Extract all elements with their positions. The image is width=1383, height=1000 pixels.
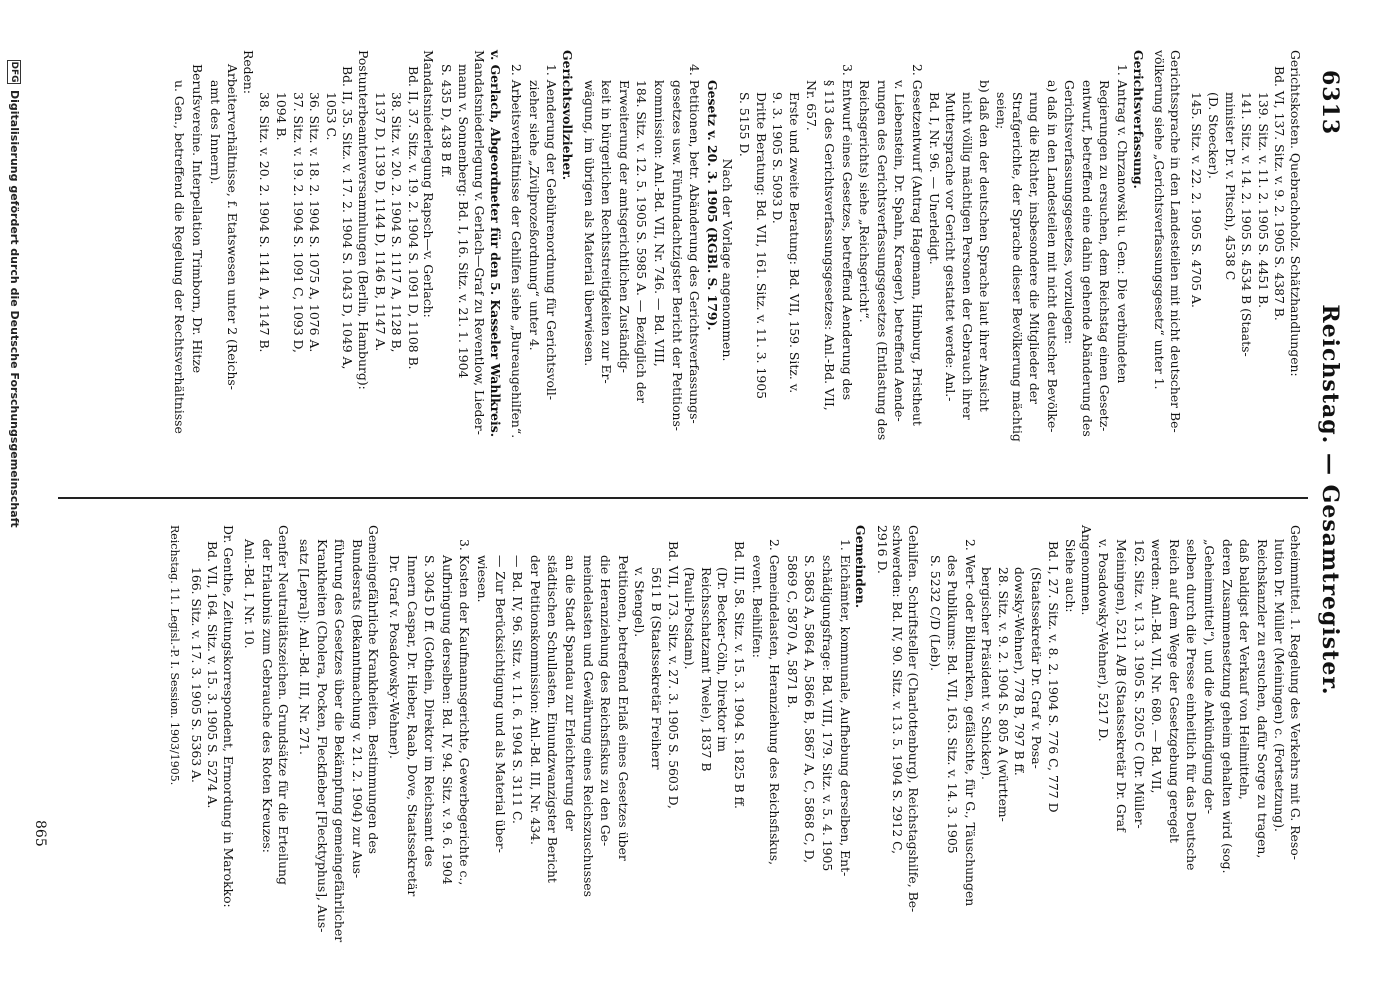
text-line: Bd. I, Nr. 96. — Unerledigt. (926, 92, 942, 265)
credit-text: Digitalisierung gefördert durch die Deutsche Forschungsgemeinschaft (8, 90, 21, 528)
text-line: rung die Richter, insbesondere die Mitglieder der (1027, 92, 1043, 405)
text-line: Genfer Neutralitätszeichen. Grundsätze für die Erteilung (275, 525, 291, 885)
text-line: gesetzes usw. Fünfundachtzigster Bericht der Petitions- (669, 80, 685, 431)
text-line: Gerichtskosten. Quebrachoholz. Schätzhandlungen: (1288, 50, 1303, 377)
entry-genfer-neutralitaetszeichen (242, 525, 291, 945)
entry-gerichtsverfassung (581, 50, 1146, 470)
entry-gerichtskosten (1189, 50, 1303, 470)
text-line: 2916 D. (874, 525, 890, 574)
text-line: Bd. III, 58. Sitz. v. 15. 3. 1904 S. 1825 B ff. (732, 541, 747, 809)
text-line: 145. Sitz. v. 22. 2. 1905 S. 4705 A. (1189, 92, 1205, 308)
column-divider (58, 497, 1308, 499)
footer-page-number: 865 (32, 820, 48, 847)
text-line: Mandatsniederlegung Rapsch—v. Gerlach: (421, 50, 437, 318)
text-line: minister Dr. v. Pitsch), 4538 C (1222, 92, 1238, 281)
text-line: dowsky-Wehner), 778 B, 797 B ff. (1012, 567, 1028, 776)
text-line: 1. Aenderung der Gebührenordnung für Gerichtsvoll- (544, 64, 560, 401)
entry-gemeingefaehrliche-krankheiten (297, 525, 381, 945)
text-line: 1137 D, 1139 D, 1144 D, 1146 B, 1147 A. (372, 92, 388, 352)
text-line: 3. Entwurf eines Gesetzes, betreffend Aenderung des (839, 64, 855, 401)
digitization-credit (7, 60, 21, 528)
text-line: Dritte Beratung: Bd. VII, 161. Sitz. v. 11. 3. 1905 (753, 92, 769, 400)
text-line: Aufbringung derselben: Bd. IV, 94. Sitz. v. 9. 6. 1904 (439, 555, 455, 885)
text-line: Geheimmittel. 1. Regelung des Verkehrs mit G. Reso- (1288, 525, 1303, 860)
text-line: Gesetz v. 20. 3. 1905 (RGBl. S. 179). (704, 80, 720, 331)
text-line: Siehe auch: (1063, 539, 1079, 613)
text-line: Reden: (240, 50, 256, 95)
text-line: der Erlaubnis zum Gebrauche des Roten Kreuzes: (259, 539, 275, 853)
text-line: entwurf, betreffend eine dahin gehende Abänderung des (1079, 80, 1095, 437)
text-line: des Publikums: Bd. VII, 163. Sitz. v. 14. 3. 1905 (945, 555, 961, 854)
text-line: Gerichtssprache in den Landesteilen mit nicht deutscher Be- (1167, 50, 1183, 433)
text-line: Innern Caspar, Dr. Hieber, Raab, Dove, Staatssekretär (404, 555, 420, 897)
text-line: 162. Sitz. v. 13. 3. 1905 S. 5205 C (Dr. Müller- (1131, 539, 1147, 829)
text-line: mann v. Sonnenberg: Bd. I, 16. Sitz. v. 21. 1. 1904 (456, 64, 472, 379)
text-line: b) daß den der deutschen Sprache laut ihrer Ansicht (977, 80, 993, 412)
text-line: wägung, im übrigen als Material überwiesen. (581, 80, 597, 367)
text-line: an die Stadt Spandau zur Erleichterung der (563, 555, 579, 831)
text-line: Bd. VII, 164. Sitz. v. 15. 3. 1905 S. 5274 A. (205, 541, 221, 809)
text-line: 1053 C. (323, 92, 339, 141)
text-line: amt des Innern). (207, 80, 223, 185)
text-line: 2. Gemeindelasten, Heranziehung des Reichsfiskus, (767, 539, 783, 866)
text-line: Gemeingefährliche Krankheiten. Bestimmungen des (365, 525, 381, 855)
entry-gemeinden (387, 525, 869, 945)
lemma-heading: v. Gerlach, Abgeordneter für den 5. Kasseler Wahlkreis. (487, 50, 503, 438)
lemma-heading: Gemeinden. (853, 525, 869, 609)
text-line: satz [Lepra]): Anl.-Bd. III, Nr. 271. (297, 539, 313, 755)
text-line: Dr. Graf v. Posadowsky-Wehner). (387, 555, 403, 759)
text-line: Petitionen, betreffend Erlaß eines Gesetzes über (615, 555, 631, 861)
text-line: 38. Sitz. v. 20. 2. 1904 S. 1117 A, 1128 B, (389, 92, 405, 353)
text-line: Gerichtsverfassungsgesetzes, vorzulegen: (1062, 80, 1078, 345)
text-line: event. Beihilfen: (749, 555, 765, 658)
text-line: Berufsvereine. Interpellation Trimborn, Dr. Hitze (190, 64, 205, 374)
text-line: 184. Sitz. v. 12. 5. 1905 S. 5985 A. — Bezüglich der (634, 80, 650, 404)
page-title: Reichstag. — Gesamtregister. (1317, 304, 1343, 696)
text-line: Bd. II, 37. Sitz. v. 19. 2. 1904 S. 1091 D, 1108 B. (405, 66, 421, 370)
entry-gerlach (172, 50, 503, 470)
text-line: (Pauli-Potsdam). (682, 567, 698, 670)
text-line: Angenommen. (1078, 525, 1094, 616)
text-line: 3. Kosten der Kaufmannsgerichte, Gewerbegerichte c., (457, 539, 473, 886)
text-line: die Heranziehung des Reichsfiskus zu den Ge- (598, 555, 614, 847)
text-line: 9. 3. 1905 S. 5093 D. (770, 92, 786, 224)
text-line: 139. Sitz. v. 11. 2. 1905 S. 4451 B. (1255, 92, 1271, 309)
text-line: — Zur Berücksichtigung und als Material über- (492, 555, 508, 853)
text-line: zieher siehe „Zivilprozeßordnung“ unter 4. (526, 80, 542, 351)
text-line: völkerung siehe „Gerichtsverfassungsgesetz“ unter 1. (1152, 50, 1168, 390)
text-line: meindelasten und Gewährung eines Reichszuschusses (580, 555, 596, 898)
text-line: 1. Eichämter, kommunale, Aufhebung derselben, Ent- (837, 539, 853, 877)
text-line: 28. Sitz. v. 9. 2. 1904 S. 805 A (württem- (995, 567, 1011, 822)
entry-genthe (188, 525, 236, 945)
dfg-logo-icon: DFG (9, 61, 19, 83)
lemma-heading: Gerichtsverfassung. (1130, 50, 1146, 189)
text-line: 141. Sitz. v. 14. 2. 1905 S. 4534 B (Staats- (1239, 92, 1255, 357)
text-line: werden: Anl.-Bd. VII, Nr. 680. — Bd. VII, (1149, 539, 1165, 794)
text-line: rungen des Gerichtsverfassungsgesetzes (Entlastung des (874, 80, 890, 441)
text-line: nicht völlig mächtigen Personen der Gebrauch ihrer (959, 92, 975, 420)
text-line: u. Gen., betreffend die Regelung der Rechtsverhältnisse (172, 80, 188, 434)
text-line: Nach der Vorlage angenommen. (720, 158, 736, 362)
text-line: städtischen Schullasten. Einundzwanzigster Bericht (545, 555, 561, 883)
text-line: Erste und zweite Beratung: Bd. VII, 159. Sitz. v. (786, 92, 802, 394)
text-line: (Dr. Becker-Cöln, Direktor im (715, 567, 731, 752)
text-line: a) daß in den Landesteilen mit nicht deutscher Bevölke- (1044, 80, 1060, 433)
text-line: S. 5232 C/D (Leb). (927, 555, 943, 672)
page-header (1303, 50, 1343, 950)
text-line: S. 3045 D ff. (Gothein, Direktor im Reichsamt des (422, 555, 438, 868)
text-line: 2. Arbeitsverhältnisse der Gehilfen siehe „Bureaugehilfen“. (509, 64, 525, 439)
text-line: Meiningen), 5211 A/B (Staatssekretär Dr. Graf (1114, 539, 1130, 832)
text-line: 5869 C, 5870 A, 5871 B. (784, 555, 800, 709)
text-line: 37. Sitz. v. 19. 2. 1904 S. 1091 C, 1093 D, (290, 92, 306, 353)
text-line: § 113 des Gerichtsverfassungsgesetzes: Anl.-Bd. VII, (821, 80, 837, 411)
text-line: schwerden: Bd. IV, 90. Sitz. v. 13. 5. 1904 S. 2912 C, (890, 525, 906, 855)
entry-gerichtsvollzieher (509, 50, 575, 470)
text-line: — Bd. IV, 96. Sitz. v. 11. 6. 1904 S. 3111 C. (510, 555, 526, 824)
text-line: Reichskanzler zu ersuchen, dafür Sorge zu tragen, (1254, 539, 1270, 859)
text-line: seien; (993, 92, 1009, 130)
text-line: Reichsgerichts) siehe „Reichsgericht“. (857, 80, 873, 323)
text-line: keit in bürgerlichen Rechtsstreitigkeiten zur Er- (599, 80, 615, 384)
text-line: Bd. VII, 173. Sitz. v. 27. 3. 1905 S. 5603 D, (665, 541, 681, 810)
text-line: „Geheimmittel“), und die Ankündigung der- (1202, 539, 1218, 815)
text-line: Bd. I, 27. Sitz. v. 8. 2. 1904 S. 776 C, 777 D (1045, 541, 1061, 813)
text-line: der Petitionskommission: Anl.-Bd. III, Nr. 434. (527, 555, 543, 845)
text-line: Nr. 657. (804, 80, 820, 131)
left-column (166, 50, 1303, 470)
text-line: Bd. VI, 137. Sitz. v. 9. 2. 1905 S. 4387 B. (1272, 66, 1288, 321)
text-line: Reich auf dem Wege der Gesetzgebung geregelt (1166, 539, 1182, 843)
text-line: Erweiterung der amtsgerichtlichen Zuständig- (616, 80, 632, 373)
text-line: Anl.-Bd. I, Nr. 10. (242, 539, 258, 649)
text-line: S. 5155 D. (737, 92, 752, 157)
text-line: Muttersprache vor Gericht gestattet werde: Anl.- (943, 92, 959, 402)
page-number: 6313 (1317, 70, 1343, 136)
text-line: Krankheiten (Cholera, Pocken, Fleckfieber [Flecktyphus], Aus- (314, 539, 330, 933)
text-line: (Staatssekretär Dr. Graf v. Posa- (1029, 567, 1045, 769)
text-line: Postunterbeamtenversammlungen (Berlin, Hamburg): (355, 50, 371, 390)
entry-gehilfen (874, 525, 921, 945)
text-line: v. Posadowsky-Wehner), 5217 D. (1096, 539, 1112, 742)
text-line: Dr. Genthe, Zeitungskorrespondent, Ermordung in Marokko: (220, 525, 236, 908)
text-line: (D. Stoecker). (1206, 92, 1222, 179)
right-column (166, 525, 1303, 945)
text-line: schädigungsfrage: Bd. VIII, 179. Sitz. v. 5. 4. 1905 (819, 555, 835, 872)
text-line: Bundesrats (Bekanntmachung v. 21. 2. 1904) zur Aus- (349, 539, 365, 879)
text-line: deren Zusammensetzung geheim gehalten wird (sog. (1219, 539, 1235, 874)
text-line: 4. Petitionen, betr. Abänderung des Gerichtsverfassungs- (687, 64, 703, 424)
text-line: bergischer Präsident v. Schicker). (979, 567, 995, 780)
entry-gerichtssprache (1152, 50, 1183, 470)
text-line: Strafgerichte, der Sprache dieser Bevölkerung mächtig (1010, 92, 1026, 442)
text-line: führung des Gesetzes über die Bekämpfung gemeingefährlicher (332, 539, 348, 943)
text-line: Reichsschatzamt Twele), 1837 B (698, 567, 714, 772)
text-line: v. Liebenstein, Dr. Spahn, Kraeger), betreffend Aende- (892, 80, 908, 422)
text-line: Mandatsniederlegung v. Gerlach—Graf zu Reventlow, Lieder- (472, 50, 488, 435)
text-line: Regierungen zu ersuchen, dem Reichstag einen Gesetz- (1097, 80, 1113, 432)
text-line: 36. Sitz. v. 18. 2. 1904 S. 1075 A, 1076 A. (307, 92, 323, 353)
text-line: Arbeiterverhältnisse, f. Etatswesen unter 2 (Reichs- (225, 64, 241, 390)
text-line: S. 435 D, 438 B ff. (438, 64, 454, 178)
text-line: 5611 B (Staatssekretär Freiherr (649, 567, 665, 770)
lemma-heading: Gerichtsvollzieher. (560, 50, 576, 181)
text-line: 38. Sitz. v. 20. 2. 1904 S. 1141 A, 1147 B. (257, 92, 273, 353)
footer-source-line: Reichstag. 11. Legisl.-P. I. Session. 1903/1905. (168, 525, 181, 786)
text-line: lution Dr. Müller (Meiningen) c. (Fortsetzung). (1272, 539, 1288, 832)
text-line: Gehilfen. Schriftsteller (Charlottenburg), Reichstagshilfe, Be- (905, 525, 921, 913)
text-line: 1094 B. (273, 92, 289, 141)
text-line: daß baldigst der Verkauf von Heilmitteln, (1237, 539, 1253, 800)
text-line: 1. Antrag v. Chrzanowski u. Gen.: Die verbündeten (1115, 64, 1131, 384)
text-line: selben durch die Presse einheitlich für das Deutsche (1184, 539, 1200, 871)
entry-geheimmittel (927, 525, 1303, 945)
text-line: Bd. II, 35. Sitz. v. 17. 2. 1904 S. 1043 D, 1049 A, (340, 66, 356, 370)
text-line: S. 5863 A, 5864 A, 5866 B, 5867 A, C, 5868 C, D, (802, 555, 818, 864)
text-line: v. Stengel). (632, 567, 648, 638)
text-line: 2. Wert- oder Bildmarken, gefälschte, für G., Täuschungen (962, 539, 978, 907)
text-line: 2. Gesetzentwurf (Antrag Hagemann, Himburg, Pristheut (909, 64, 925, 426)
text-line: 166. Sitz. v. 17. 3. 1905 S. 5363 A. (188, 567, 204, 783)
text-line: kommission: Anl.-Bd. VII, Nr. 746. — Bd. VIII, (652, 80, 668, 367)
text-line: wiesen. (475, 555, 491, 603)
